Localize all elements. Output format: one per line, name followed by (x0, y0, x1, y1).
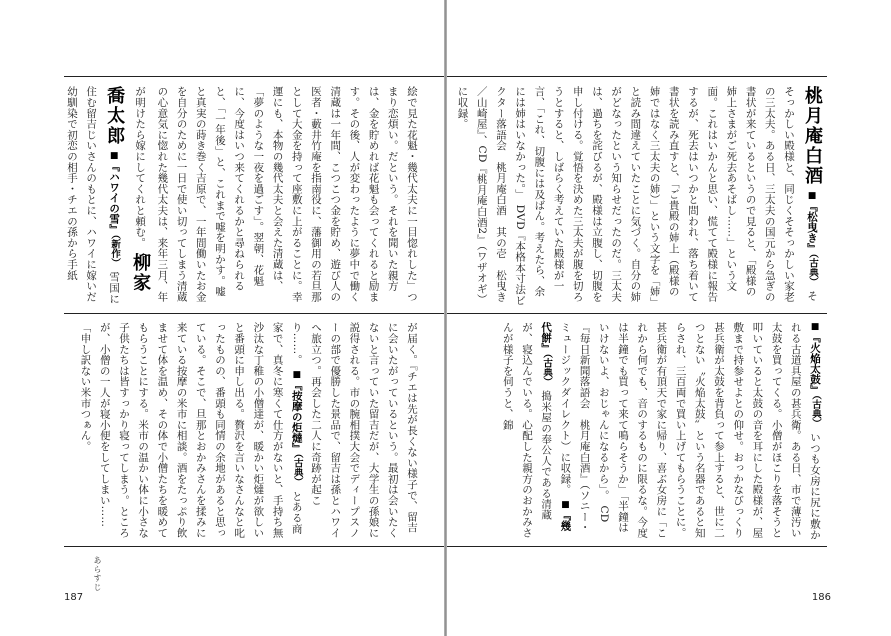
bullet-square-icon: ■ (109, 151, 120, 162)
page-number-left: 187 (64, 592, 84, 603)
right-page (447, 0, 891, 636)
continuation-paragraph-lower: が届く。『チエは先が長くない様子で、留吉に会いたがっているという。最初は会いたくないと言っていた留吉だが、大学生の孫娘に説得される。市の腕相撲大会でディープスノーの部で優勝した景品で、留吉は孫とハワイへ旅立つ。再会した二人に奇跡が起こり……。 (290, 322, 418, 538)
left-page (0, 0, 444, 636)
performer-name-kyotaro: 柳家喬太郎 (104, 86, 152, 294)
middle-rule (64, 313, 444, 314)
bottom-rule (447, 546, 827, 547)
section-heading-hawaii: ■『ハワイの雪』（新作） (108, 151, 121, 268)
bottom-rule (64, 546, 444, 547)
section-paragraph-hawaii: 雪国に住む留吉じいさんのもとに、ハワイに嫁いだ幼馴染で初恋の相手・チエの孫から手紙 (65, 86, 121, 304)
bullet-square-icon: ■ (807, 191, 817, 202)
top-rule (447, 76, 827, 77)
section-paragraph-matsubiki: そそっかしい殿様と、同じくそそっかしい家老の三太夫。ある日、三太夫の国元から急ぎの書状が来ているというので見ると、「殿様の姉上さまがご死去あそばし……」という文面。これはいかんと思い、慌てて殿様に報告するが、死去はいつかと問われ、落ち着いて書状を読み直すと、「ご貴殿の姉上（殿様の姉ではなく三太夫の姉）」という文字を「姉」と読み間違えていたことに気づく。自分の姉がどなったという知らせだったのだ。三太夫は、過ちを詫びるが、殿様は立腹し、切腹を申し付ける。覚悟を決めた三太夫が腹を切ろうとすると、しばらく考えていた殿様が一言、「これ、切腹には及ばん。考えたら、余には姉はいなかった。」 (514, 86, 818, 303)
continuation-paragraph: 絵で見た花魁・幾代太夫に一目惚れした」つまり恋煩い。だという。それを聞いた親方は、金を貯めれば花魁も会ってくれると励ます。その後、人が変わったように夢中で働く清蔵は一年間、こつこつ金を貯め、遊び人の医者・藪井竹庵を指南役に、藩御用の若旦那として大金を持って座敷に上がることに。幸運にも、本物の幾代太夫と会えた清蔵は、「夢のような一夜を過ごす」。翌朝、花魁に、今度はいつ来てくれるかと尋ねられると、「一年後」と、これまで嘘を明かす。嘘と真実の蒔き巻く吉原で、一年間働いたお金を自分のために一日で使い切ってしまう清蔵の心意気に惚れた幾代太夫は、来年三月、年が明けたら嫁にしてくれと頼む。 (134, 86, 418, 302)
top-rule (64, 76, 444, 77)
bullet-square-icon: ■ (810, 322, 820, 332)
section-paragraph-anma: とある商家で、真冬に寒くて仕方がないと、手持ち無沙汰な丁稚の小僧達が、暖かい炬燵が欲しいと番頭に申し出る。贅沢を言いなさんなと叱ったものの、番頭も同情の余地があると思っている。そこで、旦那とおかみさんを揉みに来ている按摩の米市に相談。酒をたっぷり飲ませて体を温め、その体で小僧たちを暖めてもらうことにする。米市の温かい体に小さな子供たちは皆すっかり寝ってしまう。ところが、小僧の一人が寝小便をしてしまい……「申し訳ない米市つぁん。 (79, 322, 303, 538)
section-heading-ikuyomochi: ■『幾代餅』（古典） (540, 322, 572, 531)
release-info-kaen-daiko: CD『毎日新聞落語会 桃月庵白酒』（ソニー・ミュージックダイレクト）に収録。 (559, 322, 610, 533)
middle-rule (447, 313, 827, 314)
bullet-square-icon: ■ (291, 370, 302, 381)
left-top-column (65, 86, 422, 306)
section-heading-kaen-daiko: ■『火焔太鼓』（古典） (809, 322, 821, 429)
section-heading-matsubiki: ■『松曳き』（古典） (806, 191, 818, 287)
right-top-column (456, 86, 825, 306)
running-head: あらすじ (93, 556, 102, 592)
page-number-right: 186 (811, 592, 831, 603)
section-paragraph-ikuyomochi: 搗米屋の奉公人である清蔵が、寝込んでいる。心配した親方のおかみさんが様子を伺うと、錦 (501, 322, 553, 538)
right-bottom-column (501, 322, 825, 540)
section-heading-anma: ■『按摩の炬燵』（古典） (290, 370, 303, 488)
release-info-matsubiki: DVD『本格本寸法ビクター落語会 桃月庵白酒 其の壱 松曳き／山崎屋』、CD『桃月庵白酒2』（ワザオギ）に収録。 (456, 86, 527, 306)
left-bottom-column (72, 322, 422, 540)
section-paragraph-kaen-daiko: いつも女房に尻に敷かれる古道具屋の甚兵衛。ある日、市で薄汚い太鼓を買ってくる。小僧がほこりを落そうと叩いていると太鼓の音を耳にした殿様が、屋敷まで持参せよとの仰せ。おっかなびっくり甚兵衛が太鼓を背負って参上すると、世に二つとない〝火焔太鼓〟という名器であると知らされ、三百両で買い上げてもらうことに。甚兵衛が有頂天で家に帰り、喜ぶ女房に「これから何でも、音のするものに限るな。今度は半鐘でも買って来て鳴らそうか」「半鐘はいけないよ、おじゃんになるから」。 (597, 322, 821, 540)
performer-name-hakushu: 桃月庵白酒 (802, 86, 823, 186)
bullet-square-icon: ■ (560, 499, 571, 510)
